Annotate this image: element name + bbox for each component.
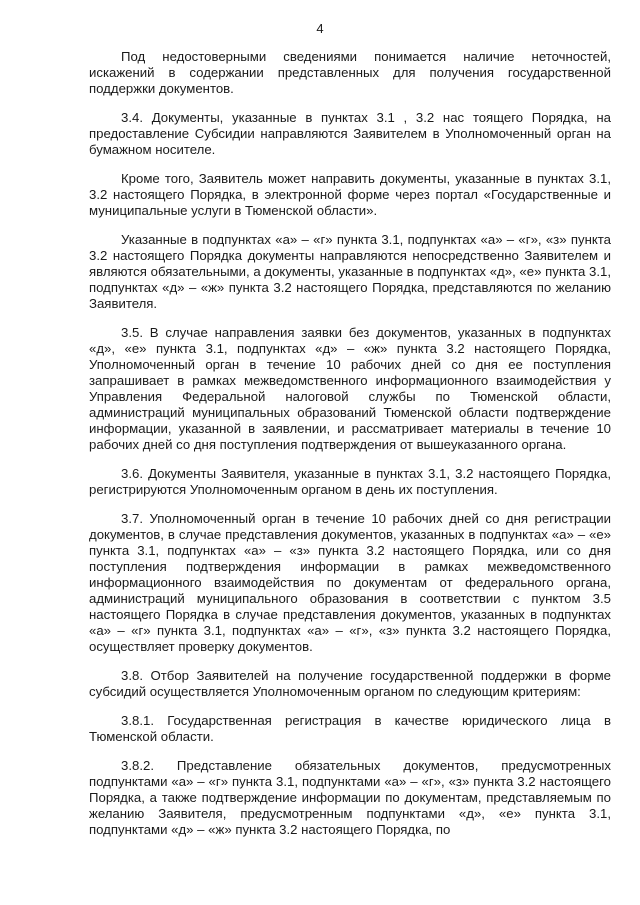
paragraph-3-8-1: 3.8.1. Государственная регистрация в качестве юридического лица в Тюменской области. [89, 713, 611, 744]
paragraph-3-8: 3.8. Отбор Заявителей на получение государственной поддержки в форме субсидий осуществляется Уполномоченным органом по следующим критериям: [89, 668, 611, 699]
paragraph-3-5: 3.5. В случае направления заявки без документов, указанных в подпунктах «д», «е» пункта 3.1, подпунктах «д» – «ж» пункта 3.2 настоящего Порядка, Уполномоченный орган в течение 10 рабочих дней со дня ее поступления запрашивает в рамках межведомственного информационного взаимодействия у Управления Федеральной налоговой службы по Тюменской области, администраций муниципальных образований Тюменской области подтверждение информации, указанной в заявлении, и рассматривает материалы в течение 10 рабочих дней со дня поступления подтверждения от вышеуказанного органа. [89, 325, 611, 452]
paragraph-3-4: 3.4. Документы, указанные в пунктах 3.1 , 3.2 нас тоящего Порядка, на предоставление Субсидии направляются Заявителем в Уполномоченный орган на бумажном носителе. [89, 110, 611, 157]
paragraph-3-6: 3.6. Документы Заявителя, указанные в пунктах 3.1, 3.2 настоящего Порядка, регистрируются Уполномоченным органом в день их поступления. [89, 466, 611, 497]
paragraph-3-8-2: 3.8.2. Представление обязательных документов, предусмотренных подпунктами «а» – «г» пункта 3.1, подпунктами «а» – «г», «з» пункта 3.2 настоящего Порядка, а также подтверждение информации по документам, представляемым по желанию Заявителя, предусмотренным подпунктами «д», «е» пункта 3.1, подпунктами «д» – «ж» пункта 3.2 настоящего Порядка, по [89, 758, 611, 837]
paragraph-electronic-submission: Кроме того, Заявитель может направить документы, указанные в пунктах 3.1, 3.2 настоящего Порядка, в электронной форме через портал «Государственные и муниципальные услуги в Тюменской области». [89, 171, 611, 218]
paragraph-3-7: 3.7. Уполномоченный орган в течение 10 рабочих дней со дня регистрации документов, в случае представления документов, указанных в подпунктах «а» – «е» пункта 3.1, подпунктах «а» – «з» пункта 3.2 настоящего Порядка, или со дня поступления подтверждения информации в рамках межведомственного информационного взаимодействия по документам от федерального органа, администраций муниципального образования в соответствии с пунктом 3.5 настоящего Порядка в случае представления документов, указанных в подпунктах «а» – «г» пункта 3.1, подпунктах «а» – «г», «з» пункта 3.2 настоящего Порядка, осуществляет проверку документов. [89, 511, 611, 654]
paragraph-false-information: Под недостоверными сведениями понимается наличие неточностей, искажений в содержании представленных для получения государственной поддержки документов. [89, 49, 611, 96]
page-number: 4 [316, 21, 324, 36]
document-body [89, 49, 611, 851]
paragraph-mandatory-documents: Указанные в подпунктах «а» – «г» пункта 3.1, подпунктах «а» – «г», «з» пункта 3.2 настоящего Порядка документы направляются непосредственно Заявителем и являются обязательными, а документы, указанные в подпунктах «д», «е» пункта 3.1, подпунктах «д» – «ж» пункта 3.2 настоящего Порядка, представляются по желанию Заявителя. [89, 232, 611, 311]
